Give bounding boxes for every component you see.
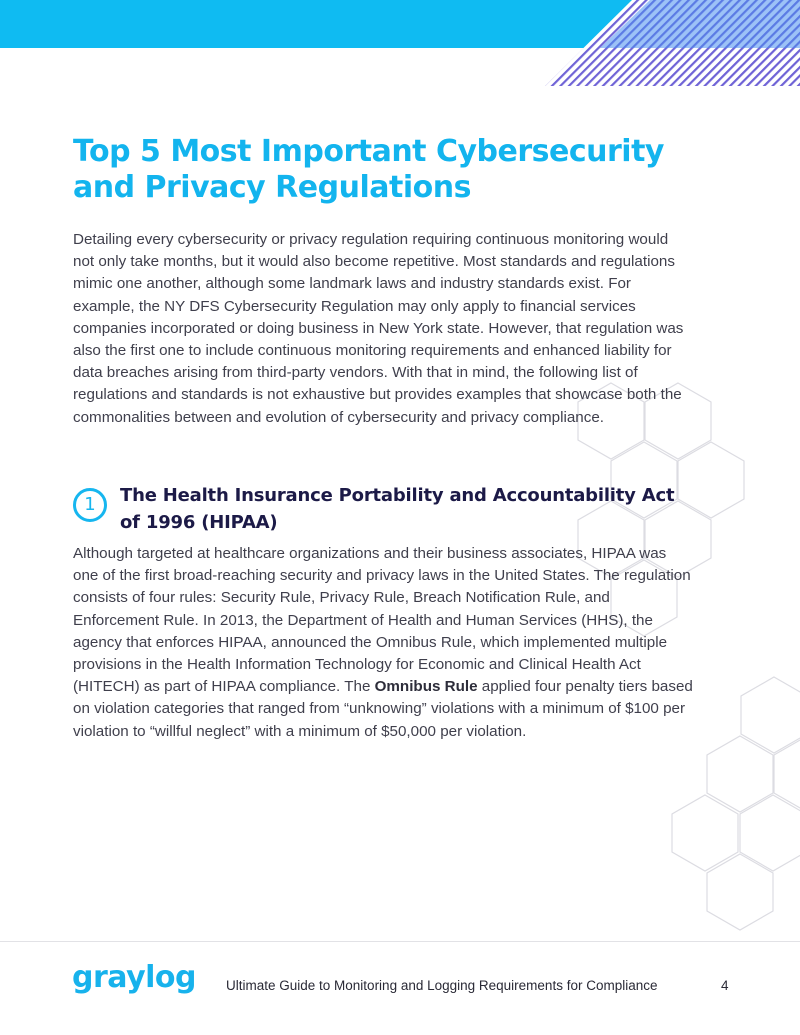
body-text-part2: applied four penalty tiers based on violation categories that ranged from “unknowing” violations with a minimum of $100 per violation to “willful neglect” with a minimum of $50,000 per violation. — [73, 678, 693, 740]
header-stripes-decoration — [0, 0, 800, 86]
graylog-logo: graylog — [72, 960, 197, 995]
section-body-hipaa — [73, 543, 693, 743]
page-number: 4 — [721, 978, 729, 993]
footer-guide-title: Ultimate Guide to Monitoring and Logging Requirements for Compliance — [226, 978, 658, 993]
body-text-part1: Although targeted at healthcare organizations and their business associates, HIPAA was one of the first broad-reaching security and privacy laws in the United States. The regulation consists of four rules: Security Rule, Privacy Rule, Breach Notification Rule, and Enforcement Rule. In 2013, the Department of Health and Human Services (HHS), the agency that enforces HIPAA, announced the Omnibus Rule, which implemented multiple provisions in the Health Information Technology for Economic and Clinical Health Act (HITECH) as part of HIPAA compliance. The — [73, 545, 691, 696]
footer-divider — [0, 941, 800, 942]
omnibus-rule-bold: Omnibus Rule — [374, 678, 478, 696]
section-heading-hipaa: The Health Insurance Portability and Accountability Act of 1996 (HIPAA) — [120, 485, 675, 533]
intro-paragraph: Detailing every cybersecurity or privacy regulation requiring continuous monitoring would not only take months, but it would also become repetitive. Most standards and regulations mimic one another, although some landmark laws and industry standards exist. For example, the NY DFS Cybersecurity Regulation may only apply to financial services companies incorporated or doing business in New York state. However, that regulation was also the first one to include continuous monitoring requirements and enhanced liability for data breaches arising from third-party vendors. With that in mind, the following list of regulations and standards is not exhaustive but provides examples that showcase both the commonalities between and evolution of cybersecurity and privacy compliance. — [73, 231, 684, 426]
section-number-badge: 1 — [73, 488, 107, 522]
page-title: Top 5 Most Important Cybersecurity and Privacy Regulations — [73, 134, 664, 205]
